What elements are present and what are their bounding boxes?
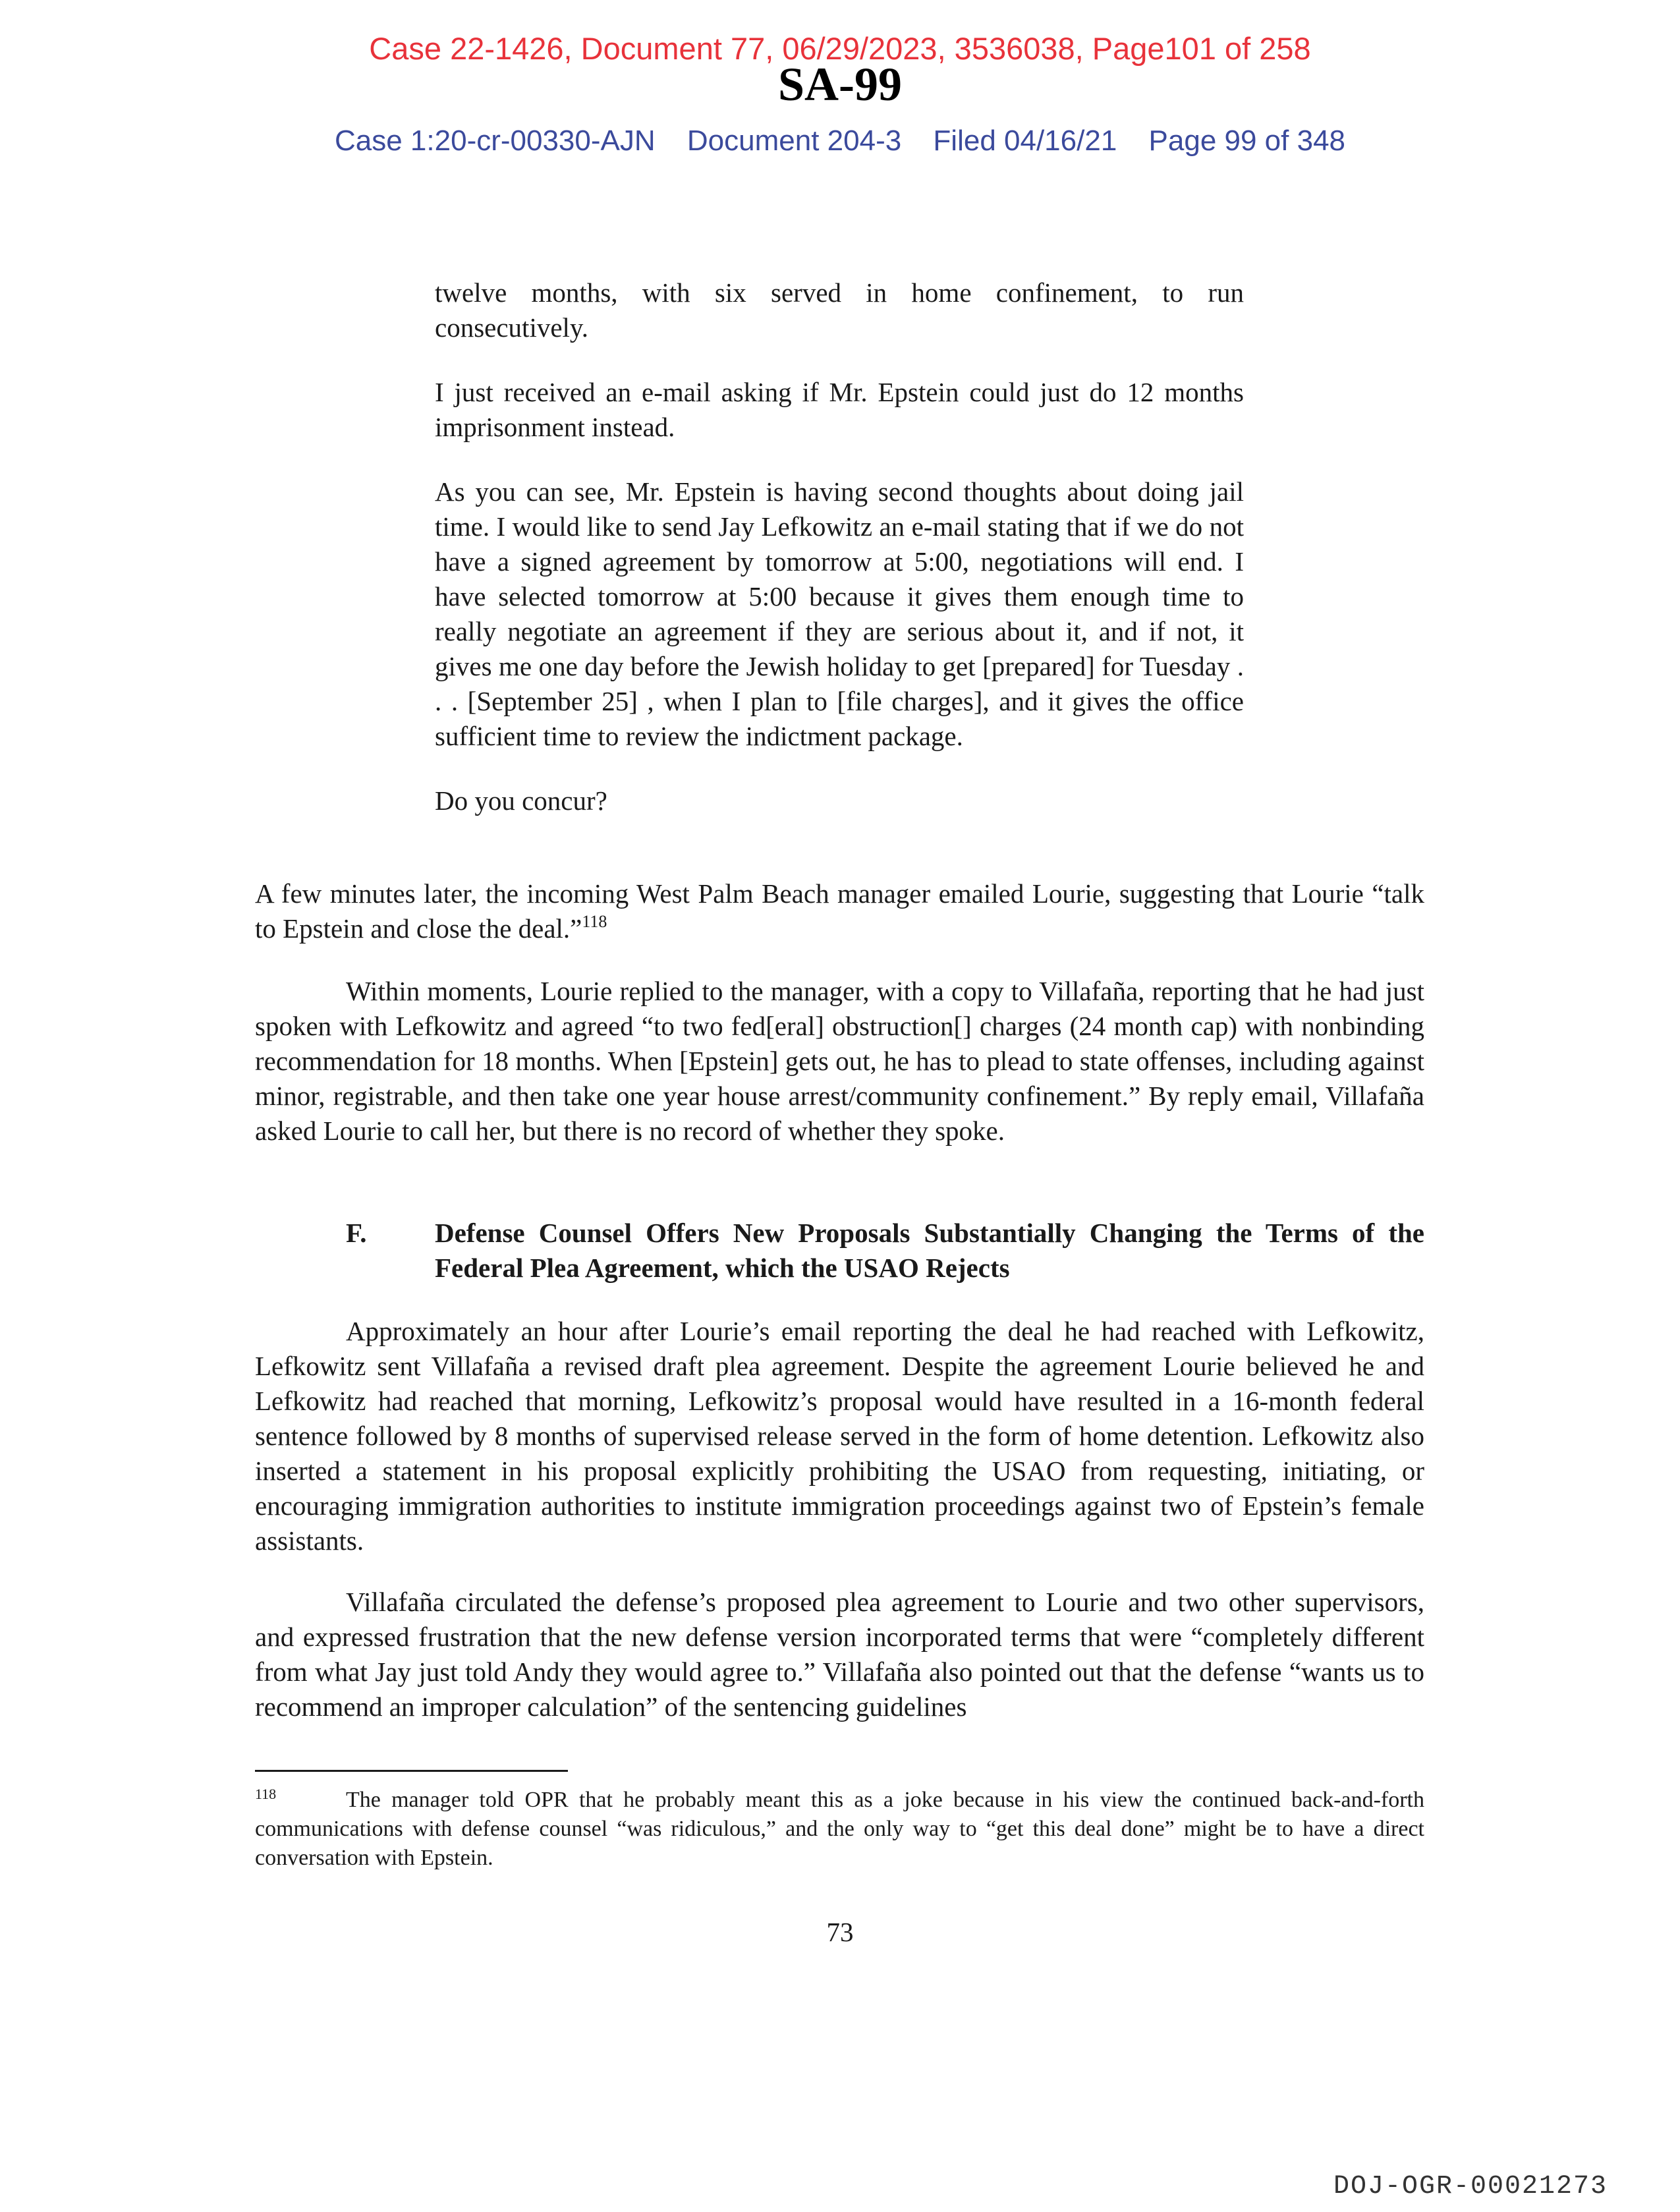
email-blockquote: [435, 275, 1244, 848]
blockquote-paragraph: twelve months, with six served in home confinement, to run consecutively.: [435, 277, 1244, 343]
blockquote-paragraph: As you can see, Mr. Epstein is having second thoughts about doing jail time. I would like to send Jay Lefkowitz an e-mail stating that if we do not have a signed agreement by tomorrow at 5:00, negotiations will end. I have selected tomorrow at 5:00 because it gives them enough time to really negotiate an agreement if they are serious about it, and if not, it gives me one day before the Jewish holiday to get [prepared] for Tuesday . . . [September 25] , when I plan to [file charges], and it gives the office sufficient time to review the indictment package.: [435, 476, 1244, 751]
body-paragraph-3: [255, 1314, 1424, 1558]
body-paragraph-2: [255, 974, 1424, 1149]
section-letter: F.: [346, 1218, 367, 1248]
body-paragraph-4: [255, 1585, 1424, 1724]
footnote-text: The manager told OPR that he probably meant this as a joke because in his view the continued back-and-forth communications with defense counsel “was ridiculous,” and the only way to “get this deal done” might be to have a direct conversation with Epstein.: [255, 1788, 1424, 1870]
footnote-reference[interactable]: 118: [582, 912, 607, 931]
footnote-divider: [255, 1770, 568, 1772]
blockquote-paragraph: Do you concur?: [435, 785, 607, 816]
paragraph-text: A few minutes later, the incoming West Palm Beach manager emailed Lourie, suggesting that Lourie “talk to Epstein and close the deal.”: [255, 878, 1424, 944]
district-case-number: Case 1:20-cr-00330-AJN: [334, 125, 656, 157]
blockquote-paragraph: I just received an e-mail asking if Mr. Epstein could just do 12 months imprisonment instead.: [435, 377, 1244, 442]
district-court-stamp: [0, 123, 1680, 159]
district-filed-date: Filed 04/16/21: [933, 125, 1117, 157]
paragraph-text: Within moments, Lourie replied to the manager, with a copy to Villafaña, reporting that he had just spoken with Lefkowitz and agreed “to two fed[eral] obstruction[] charges (24 month cap) with nonbinding recommendation for 18 months. When [Epstein] gets out, he has to plead to state offenses, including against minor, registrable, and then take one year house arrest/community confinement.” By reply email, Villafaña asked Lourie to call her, but there is no record of whether they spoke.: [255, 976, 1424, 1146]
district-page-count: Page 99 of 348: [1148, 125, 1346, 157]
paragraph-text: Villafaña circulated the defense’s proposed plea agreement to Lourie and two other supervisors, and expressed frustration that the new defense version incorporated terms that were “completely different from what Jay just told Andy they would agree to.” Villafaña also pointed out that the defense “wants us to recommend an improper calculation” of the sentencing guidelines: [255, 1587, 1424, 1722]
appeal-court-stamp: Case 22-1426, Document 77, 06/29/2023, 3536038, Page101 of 258: [369, 31, 1311, 66]
page-number: 73: [826, 1917, 854, 1947]
district-document-number: Document 204-3: [686, 125, 902, 157]
body-paragraph-1: [255, 876, 1424, 946]
section-title: Defense Counsel Offers New Proposals Substantially Changing the Terms of the Federal Plea Agreement, which the USAO Rejects: [435, 1218, 1424, 1283]
footnote-118: 118 The manager told OPR that he probably meant this as a joke because in his view the continued back-and-forth communications with defense counsel “was ridiculous,” and the only way to “get this deal done” might be to have a direct conversation with Epstein.: [255, 1786, 1424, 1870]
paragraph-text: Approximately an hour after Lourie’s email reporting the deal he had reached with Lefkowitz, Lefkowitz sent Villafaña a revised draft plea agreement. Despite the agreement Lourie believed he and Lefkowitz had reached that morning, Lefkowitz’s proposal would have resulted in a 16-month federal sentence followed by 8 months of supervised release served in the form of home detention. Lefkowitz also inserted a statement in his proposal explicitly prohibiting the USAO from requesting, initiating, or encouraging immigration authorities to institute immigration proceedings against two of Epstein’s female assistants.: [255, 1316, 1424, 1556]
section-heading: [346, 1216, 1424, 1286]
appendix-page-label: SA-99: [777, 58, 902, 111]
bates-number: DOJ-OGR-00021273: [1333, 2172, 1608, 2201]
